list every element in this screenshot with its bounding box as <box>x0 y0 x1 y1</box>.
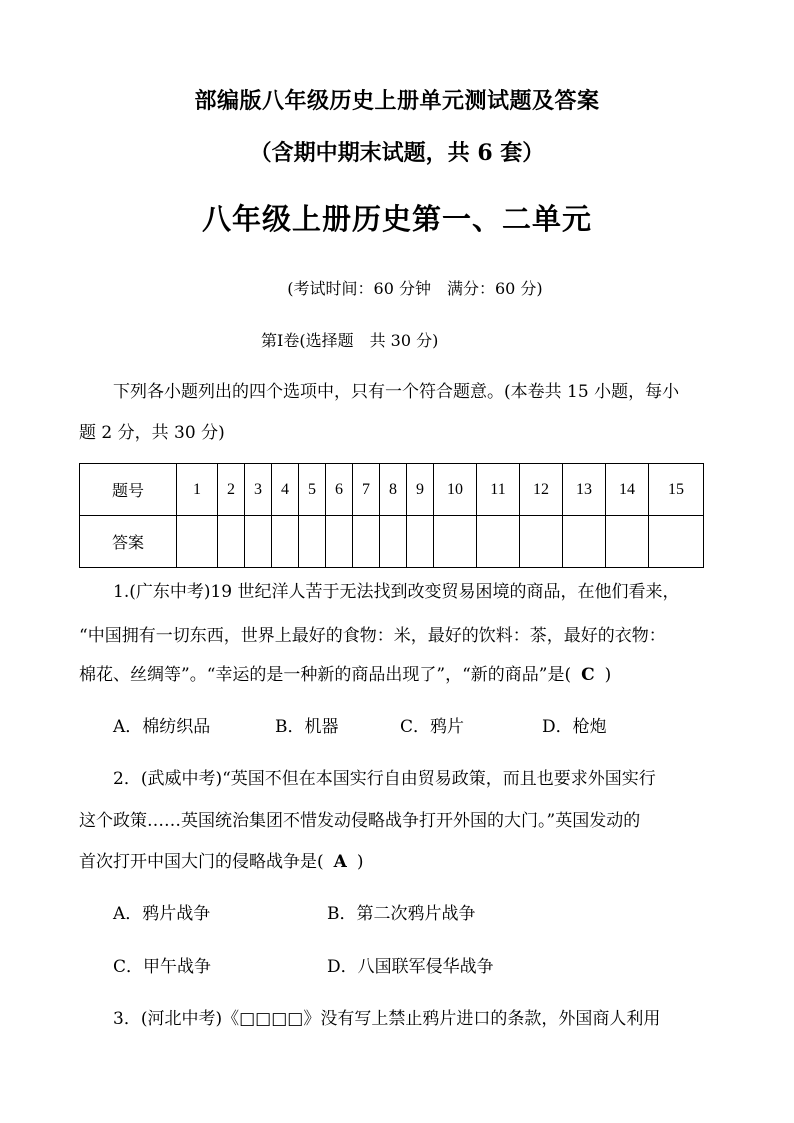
answer-table-answer-row <box>80 516 704 568</box>
question-number-cell: 9 <box>407 464 434 516</box>
question-1-line-3 <box>79 665 611 685</box>
answer-cell <box>606 516 649 568</box>
question-2-line-3 <box>79 852 363 872</box>
document-subtitle: （含期中期末试题，共 6 套） <box>249 140 545 166</box>
answer-cell <box>272 516 299 568</box>
answer-cell <box>353 516 380 568</box>
answer-cell <box>218 516 245 568</box>
answer-table <box>79 463 704 568</box>
instructions-line-2: 题 2 分，共 30 分) <box>79 423 225 443</box>
section-title: 八年级上册历史第一、二单元 <box>201 202 592 236</box>
question-3-line-1: 3．(河北中考)《□□□□》没有写上禁止鸦片进口的条款，外国商人利用 <box>113 1009 661 1029</box>
question-1-option-d: D．枪炮 <box>542 717 607 737</box>
answer-cell <box>407 516 434 568</box>
answer-table-number-row <box>80 464 704 516</box>
exam-info: (考试时间：60 分钟 满分：60 分) <box>287 279 543 298</box>
question-number-cell: 14 <box>606 464 649 516</box>
question-2-paren: ) <box>356 852 364 872</box>
answer-cell <box>245 516 272 568</box>
question-number-cell: 4 <box>272 464 299 516</box>
question-1-line-1: 1.(广东中考)19 世纪洋人苦于无法找到改变贸易困境的商品，在他们看来， <box>113 582 680 602</box>
question-1-line-2: “中国拥有一切东西，世界上最好的食物：米，最好的饮料：茶，最好的衣物： <box>79 626 666 646</box>
question-2-answer: A <box>333 852 347 872</box>
question-1-stem-end: 棉花、丝绸等”。“幸运的是一种新的商品出现了”，“新的商品”是( <box>79 665 572 685</box>
question-2-option-a: A．鸦片战争 <box>113 904 211 924</box>
answer-cell <box>299 516 326 568</box>
question-number-cell: 15 <box>649 464 704 516</box>
question-number-cell: 6 <box>326 464 353 516</box>
question-number-cell: 1 <box>177 464 218 516</box>
answer-cell <box>380 516 407 568</box>
question-1-answer: C <box>581 665 595 685</box>
volume-title: 第Ⅰ卷(选择题 共 30 分) <box>261 331 439 350</box>
question-number-cell: 7 <box>353 464 380 516</box>
question-number-cell: 8 <box>380 464 407 516</box>
table-header-cell: 答案 <box>80 516 177 568</box>
question-1-option-b: B．机器 <box>275 717 339 737</box>
question-number-cell: 10 <box>434 464 477 516</box>
question-2-option-b: B．第二次鸦片战争 <box>327 904 476 924</box>
question-number-cell: 2 <box>218 464 245 516</box>
question-1-option-a: A．棉纺织品 <box>113 717 211 737</box>
question-2-line-2: 这个政策……英国统治集团不惜发动侵略战争打开外国的大门。”英国发动的 <box>79 811 641 831</box>
question-2-line-1: 2．(武威中考)“英国不但在本国实行自由贸易政策，而且也要求外国实行 <box>113 769 656 789</box>
answer-cell <box>177 516 218 568</box>
question-1-paren: ) <box>604 665 612 685</box>
table-header-cell: 题号 <box>80 464 177 516</box>
answer-cell <box>563 516 606 568</box>
answer-cell <box>477 516 520 568</box>
answer-cell <box>649 516 704 568</box>
question-number-cell: 12 <box>520 464 563 516</box>
question-number-cell: 3 <box>245 464 272 516</box>
answer-cell <box>326 516 353 568</box>
instructions-line-1: 下列各小题列出的四个选项中，只有一个符合题意。(本卷共 15 小题，每小 <box>113 382 680 402</box>
answer-cell <box>520 516 563 568</box>
question-number-cell: 5 <box>299 464 326 516</box>
question-2-option-c: C．甲午战争 <box>113 957 212 977</box>
question-1-option-c: C．鸦片 <box>400 717 465 737</box>
question-number-cell: 11 <box>477 464 520 516</box>
document-title: 部编版八年级历史上册单元测试题及答案 <box>194 88 600 114</box>
answer-cell <box>434 516 477 568</box>
question-number-cell: 13 <box>563 464 606 516</box>
question-2-stem-end: 首次打开中国大门的侵略战争是( <box>79 852 324 872</box>
question-2-option-d: D．八国联军侵华战争 <box>327 957 494 977</box>
